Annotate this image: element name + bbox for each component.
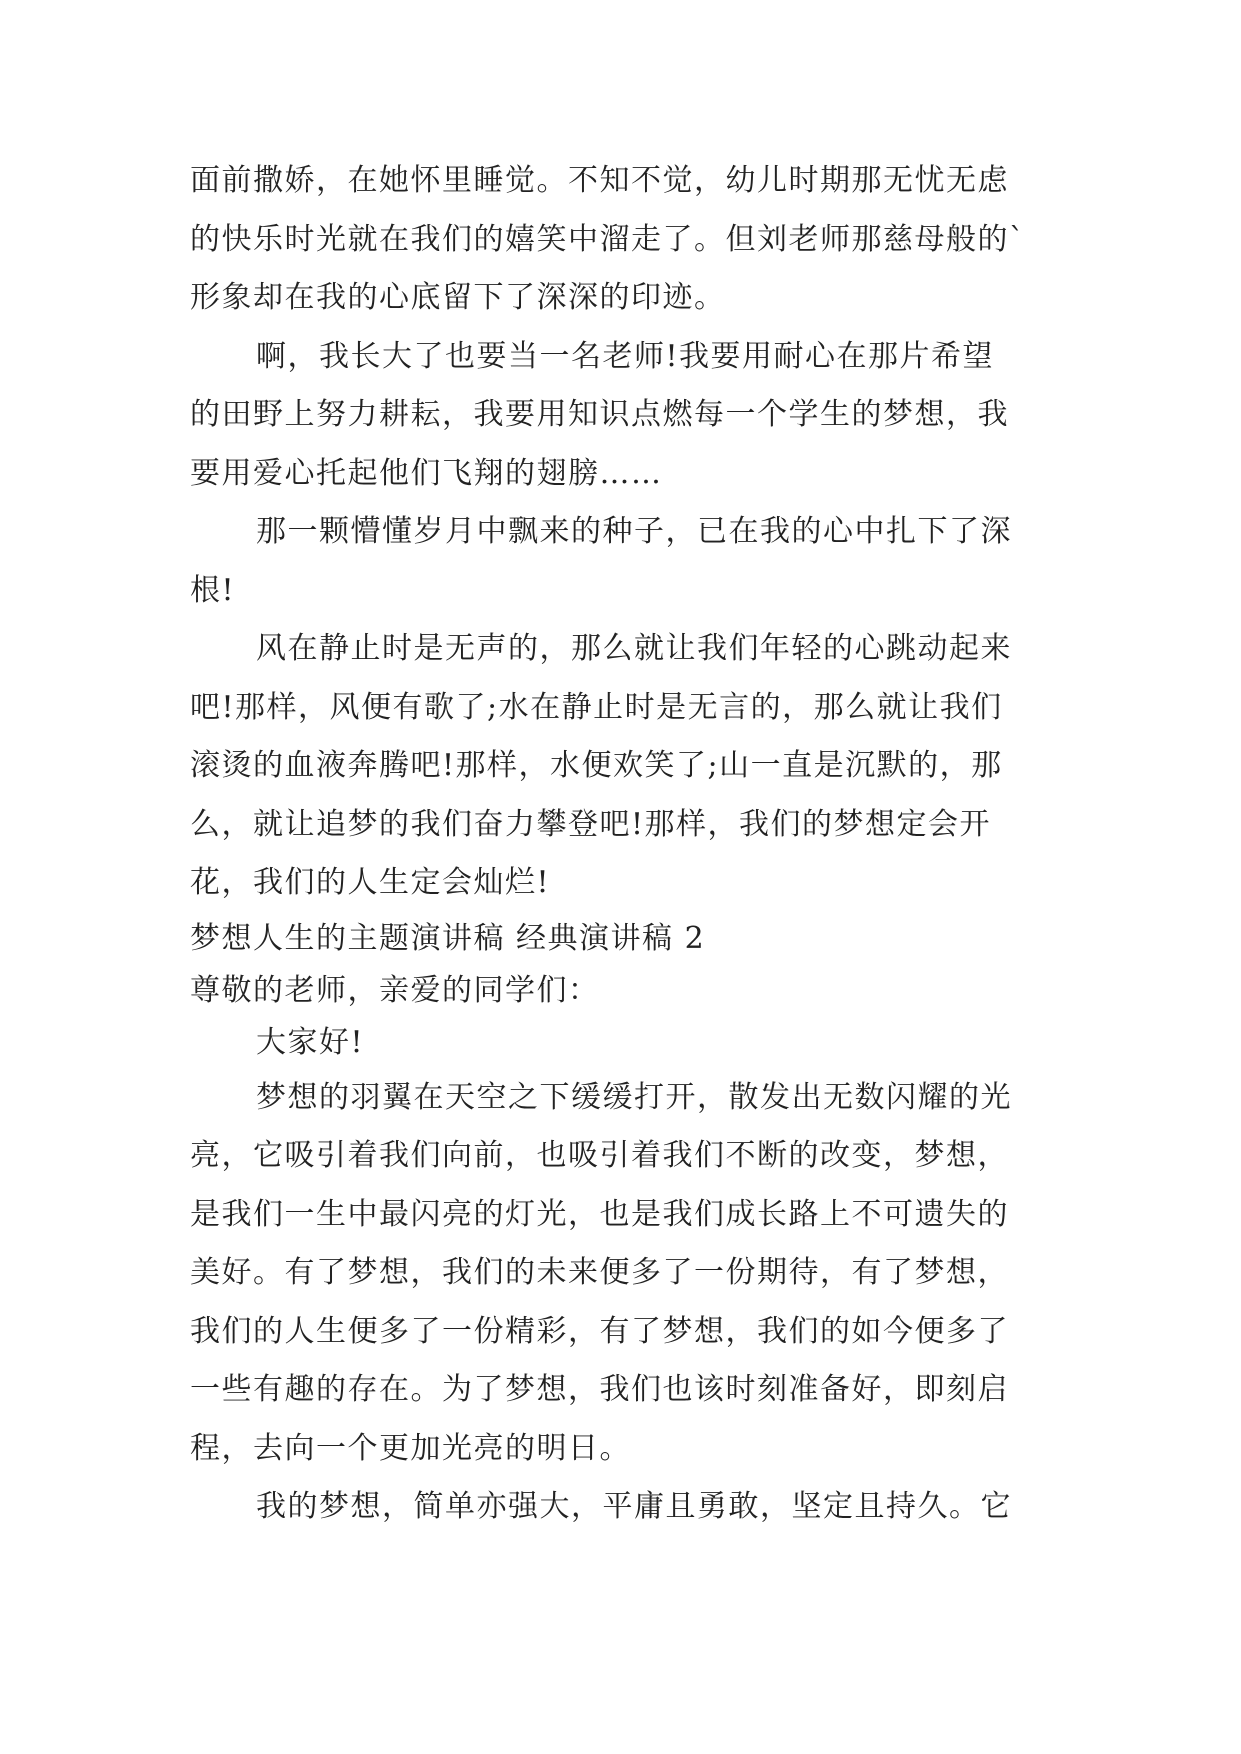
text-line: 滚烫的血液奔腾吧!那样，水便欢笑了;山一直是沉默的，那: [190, 748, 1003, 783]
text-line: 我的梦想，简单亦强大，平庸且勇敢，坚定且持久。它: [256, 1489, 1012, 1524]
text-line: 花，我们的人生定会灿烂!: [190, 865, 551, 900]
text-line: 我们的人生便多了一份精彩，有了梦想，我们的如今便多了: [190, 1313, 1009, 1349]
text-line: 吧!那样，风便有歌了;水在静止时是无言的，那么就让我们: [190, 689, 1003, 725]
paragraph-4: [190, 620, 1070, 913]
text-line: 要用爱心托起他们飞翔的翅膀……: [190, 455, 663, 491]
greeting: 大家好!: [256, 1024, 365, 1060]
text-line: 面前撒娇，在她怀里睡觉。不知不觉，幼儿时期那无忧无虑: [190, 163, 1009, 198]
paragraph-5: [190, 1069, 1070, 1479]
text-line: 是我们一生中最闪亮的灯光，也是我们成长路上不可遗失的: [190, 1196, 1009, 1232]
text-line: 那一颗懵懂岁月中飘来的种子，已在我的心中扎下了深: [256, 514, 1012, 549]
text-line: 根!: [190, 572, 236, 608]
text-line: 一些有趣的存在。为了梦想，我们也该时刻准备好，即刻启: [190, 1372, 1009, 1407]
salutation: 尊敬的老师，亲爱的同学们：: [190, 972, 600, 1008]
paragraph-6: [190, 1478, 1070, 1537]
section-title: 梦想人生的主题演讲稿 经典演讲稿 2: [190, 920, 706, 956]
text-line: 程，去向一个更加光亮的明日。: [190, 1430, 631, 1466]
text-line: 亮，它吸引着我们向前，也吸引着我们不断的改变，梦想，: [190, 1138, 1009, 1173]
text-line: 形象却在我的心底留下了深深的印迹。: [190, 280, 726, 315]
text-line: 美好。有了梦想，我们的未来便多了一份期待，有了梦想，: [190, 1255, 1009, 1290]
text-line: 啊，我长大了也要当一名老师!我要用耐心在那片希望: [256, 338, 995, 374]
text-line: 的田野上努力耕耘，我要用知识点燃每一个学生的梦想，我: [190, 397, 1009, 432]
document-body: [190, 152, 1070, 1537]
paragraph-1: [190, 152, 1070, 328]
paragraph-3: [190, 503, 1070, 620]
text-line: 梦想的羽翼在天空之下缓缓打开，散发出无数闪耀的光: [256, 1079, 1012, 1115]
text-line: 的快乐时光就在我们的嬉笑中溜走了。但刘老师那慈母般的`: [190, 221, 1026, 257]
text-line: 风在静止时是无声的，那么就让我们年轻的心跳动起来: [256, 631, 1012, 666]
text-line: 么，就让追梦的我们奋力攀登吧!那样，我们的梦想定会开: [190, 806, 992, 842]
paragraph-2: [190, 328, 1070, 504]
